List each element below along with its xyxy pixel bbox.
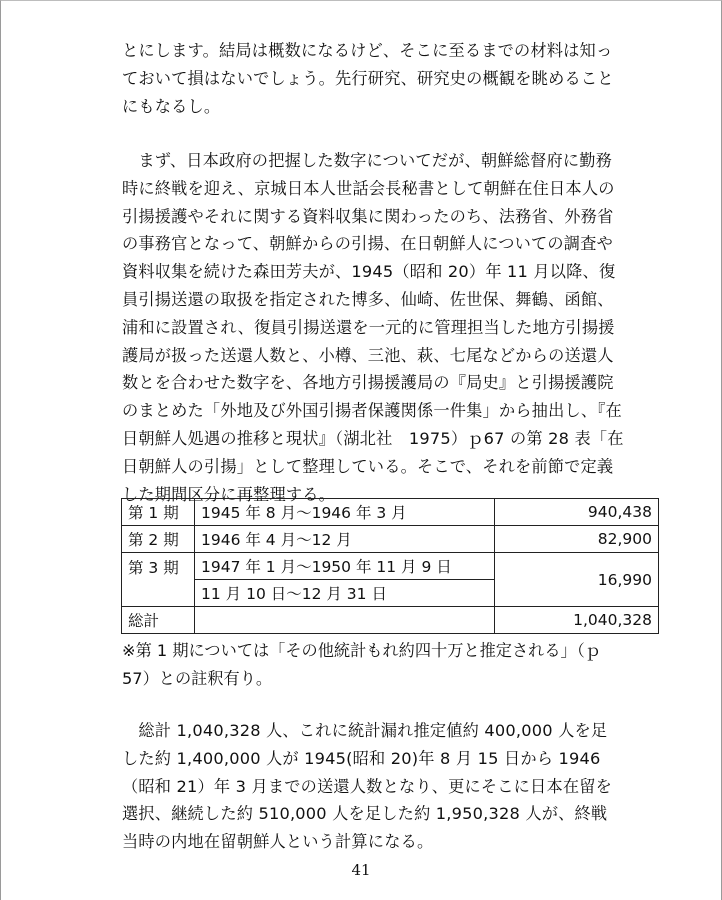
table-row: [122, 499, 659, 526]
period-label: 第 3 期: [122, 553, 195, 607]
period-label: 第 2 期: [122, 526, 195, 553]
table-footnote: [122, 637, 677, 693]
text-line: 員引揚送還の取扱を指定された博多、仙崎、佐世保、舞鶴、函館、: [122, 289, 614, 309]
text-line: のまとめた「外地及び外国引揚者保護関係一件集」から抽出し、『在: [122, 401, 622, 421]
text-line: の事務官となって、朝鮮からの引揚、在日朝鮮人についての調査や: [122, 234, 613, 254]
text-line: ておいて損はないでしょう。先行研究、研究史の概観を眺めること: [122, 68, 614, 88]
table-row: [122, 553, 659, 580]
period-label: 第 1 期: [122, 499, 195, 526]
text-line: 護局が扱った送還人数と、小樽、三池、萩、七尾などからの送還人: [122, 345, 614, 365]
text-line: 総計 1,040,328 人、これに統計漏れ推定値約 400,000 人を足: [122, 721, 608, 740]
text-line: とにします。結局は概数になるけど、そこに至るまでの材料は知っ: [122, 41, 613, 60]
repatriation-table: [121, 498, 659, 634]
period-range: 1945 年 8 月～1946 年 3 月: [195, 499, 495, 526]
intro-paragraph: [122, 37, 677, 120]
text-line: 当時の内地在留朝鮮人という計算になる。: [122, 832, 434, 852]
text-line: した期間区分に再整理する。: [122, 484, 336, 504]
period-value: 940,438: [495, 499, 659, 526]
period-range: 11 月 10 日～12 月 31 日: [195, 580, 495, 607]
text-line: 引揚援護やそれに関する資料収集に関わったのち、法務省、外務省: [122, 206, 614, 226]
total-range: [195, 607, 495, 634]
text-line: （昭和 21）年 3 月までの送還人数となり、更にそこに日本在留を: [122, 776, 612, 796]
text-line: 時に終戦を迎え、京城日本人世話会長秘書として朝鮮在住日本人の: [122, 178, 615, 198]
period-range: 1947 年 1 月～1950 年 11 月 9 日: [195, 553, 495, 580]
period-range: 1946 年 4 月～12 月: [195, 526, 495, 553]
period-value: 16,990: [495, 553, 659, 607]
text-line: ※第 1 期については「その他統計もれ約四十万と推定される」（ｐ: [122, 641, 601, 660]
text-line: 浦和に設置され、復員引揚送還を一元的に管理担当した地方引揚援: [122, 317, 615, 337]
period-value: 82,900: [495, 526, 659, 553]
conclusion-paragraph: [122, 717, 677, 856]
text-line: 数とを合わせた数字を、各地方引揚援護局の『局史』と引揚援護院: [122, 373, 614, 393]
text-line: 日朝鮮人処遇の推移と現状』（湖北社 1975）ｐ67 の第 28 表「在: [122, 428, 624, 448]
table-row: [122, 526, 659, 553]
text-line: 日朝鮮人の引揚」として整理している。そこで、それを前節で定義: [122, 456, 614, 476]
total-value: 1,040,328: [495, 607, 659, 634]
page-number: 41: [351, 861, 371, 879]
total-label: 総計: [122, 607, 195, 634]
text-line: した約 1,400,000 人が 1945(昭和 20)年 8 月 15 日から 1946: [122, 748, 601, 768]
text-line: 資料収集を続けた森田芳夫が、1945（昭和 20）年 11 月以降、復: [122, 262, 616, 282]
text-line: 選択、継続した約 510,000 人を足した約 1,950,328 人が、終戦: [122, 804, 608, 824]
text-line: 57）との註釈有り。: [122, 668, 273, 688]
main-paragraph: [122, 147, 677, 508]
table-row-total: [122, 607, 659, 634]
text-line: にもなるし。: [122, 96, 221, 116]
text-line: まず、日本政府の把握した数字についてだが、朝鮮総督府に勤務: [122, 151, 613, 170]
